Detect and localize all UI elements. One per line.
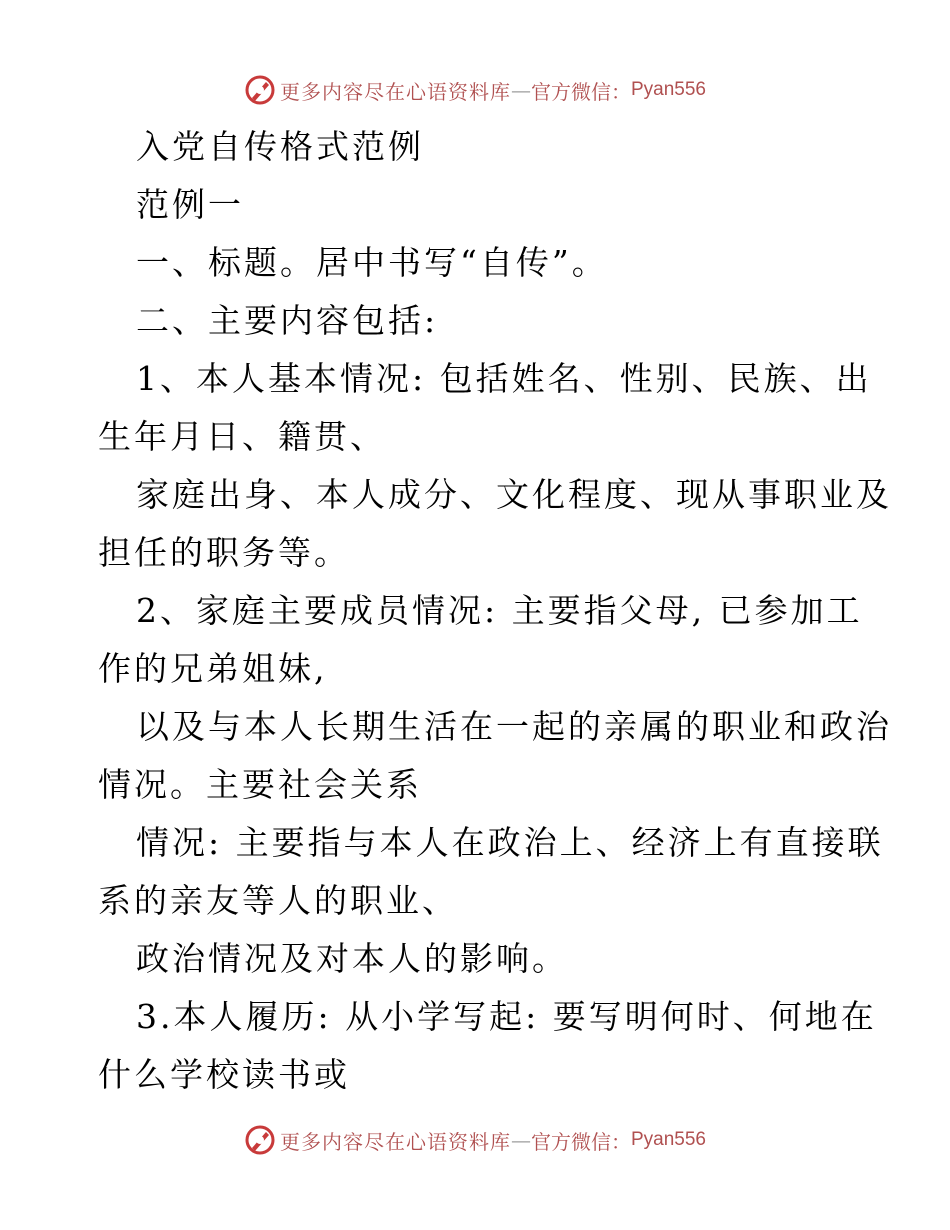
example-heading: 范例一	[136, 185, 244, 224]
paragraph-line: 家庭出身、本人成分、文化程度、现从事职业及	[136, 475, 892, 514]
paragraph-line: 作的兄弟姐妹,	[98, 649, 328, 688]
header-site-text: 更多内容尽在心语资料库	[279, 79, 511, 104]
header-separator: —	[510, 78, 531, 102]
paragraph-line: 一、标题。居中书写“自传”。	[136, 243, 608, 282]
paragraph-line: 情况: 主要指与本人在政治上、经济上有直接联	[136, 823, 884, 862]
paragraph-line: 1、本人基本情况: 包括姓名、性别、民族、出	[136, 359, 872, 398]
footer-wechat-id: Pyan556	[630, 1129, 706, 1150]
document-body	[98, 118, 892, 1104]
paragraph-line: 情况。主要社会关系	[98, 765, 422, 804]
paragraph-line: 政治情况及对本人的影响。	[136, 939, 568, 978]
pen-logo-icon	[244, 74, 276, 106]
paragraph-line: 什么学校读书或	[98, 1055, 350, 1094]
paragraph-line: 生年月日、籍贯、	[98, 417, 386, 456]
paragraph-line: 3.本人履历: 从小学写起: 要写明何时、何地在	[136, 997, 877, 1036]
footer-wechat-label: 官方微信：	[530, 1129, 631, 1154]
paragraph-line: 系的亲友等人的职业、	[98, 881, 458, 920]
document-title: 入党自传格式范例	[136, 127, 424, 166]
paragraph-line: 二、主要内容包括:	[136, 301, 439, 340]
header-banner	[0, 72, 950, 108]
footer-site-text: 更多内容尽在心语资料库	[279, 1129, 511, 1154]
header-wechat-label: 官方微信：	[530, 79, 631, 104]
paragraph-line: 2、家庭主要成员情况: 主要指父母, 已参加工	[136, 591, 863, 630]
paragraph-line: 担任的职务等。	[98, 533, 350, 572]
header-wechat-id: Pyan556	[630, 79, 706, 100]
paragraph-line: 以及与本人长期生活在一起的亲属的职业和政治	[136, 707, 892, 746]
pen-logo-icon	[244, 1124, 276, 1156]
footer-banner	[0, 1122, 950, 1158]
footer-separator: —	[510, 1128, 531, 1152]
